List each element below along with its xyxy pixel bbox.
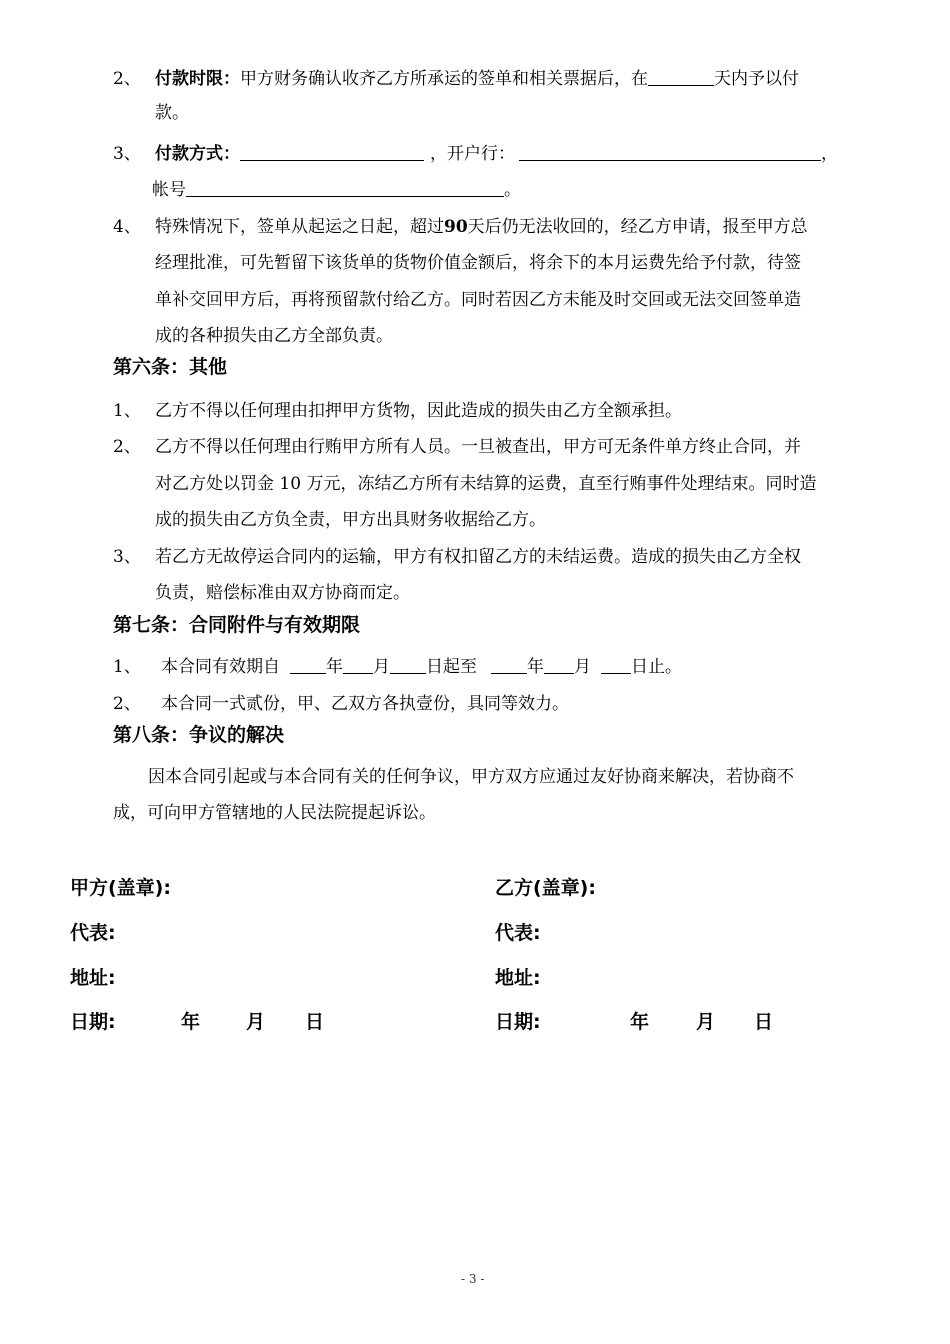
party-b-day: 日 xyxy=(754,1011,774,1033)
bank-comma: ， xyxy=(821,144,838,164)
end-day-blank[interactable] xyxy=(601,657,631,674)
item-7-2-text: 本合同一式贰份，甲、乙双方各执壹份，具同等效力。 xyxy=(161,694,569,714)
start-year-label: 年 xyxy=(326,657,343,677)
item-6-3-line-1: 若乙方无故停运合同内的运输，甲方有权扣留乙方的未结运费。造成的损失由乙方全权 xyxy=(155,547,801,567)
item-5-4-line-1 xyxy=(155,212,808,237)
item-7-1-line xyxy=(161,652,682,677)
payment-method-label: 付款方式： xyxy=(155,144,240,164)
item-6-1-text: 乙方不得以任何理由扣押甲方货物，因此造成的损失由乙方全额承担。 xyxy=(155,401,682,421)
account-blank[interactable] xyxy=(186,180,504,197)
item-5-3-number: 3、 xyxy=(113,144,141,164)
party-b-year: 年 xyxy=(630,1011,650,1033)
item-5-4-days: 90 xyxy=(444,217,468,237)
item-5-4-text-b: 天后仍无法收回的，经乙方申请，报至甲方总 xyxy=(467,217,808,237)
dispute-line-1: 因本合同引起或与本合同有关的任何争议，甲方双方应通过友好协商来解决，若协商不 xyxy=(148,767,794,787)
item-5-4-line-4: 成的各种损失由乙方全部负责。 xyxy=(155,326,393,346)
item-6-2-line-3: 成的损失由乙方负全责，甲方出具财务收据给乙方。 xyxy=(155,510,546,530)
bank-label: ，开户行： xyxy=(430,144,515,164)
party-a-year: 年 xyxy=(181,1011,201,1033)
end-year-label: 年 xyxy=(527,657,544,677)
item-6-2-number: 2、 xyxy=(113,437,141,457)
party-a-month: 月 xyxy=(246,1011,266,1033)
end-month-label: 月 xyxy=(574,657,591,677)
party-b-rep-label: 代表: xyxy=(495,922,541,944)
page-number: - 3 - xyxy=(461,1272,485,1286)
item-5-3-line-1 xyxy=(155,139,838,164)
days-blank[interactable] xyxy=(648,69,714,86)
party-a-rep-label: 代表: xyxy=(70,922,116,944)
end-year-blank[interactable] xyxy=(491,657,527,674)
section-7-title: 第七条：合同附件与有效期限 xyxy=(113,614,361,636)
start-day-blank[interactable] xyxy=(390,657,426,674)
validity-text: 本合同有效期自 xyxy=(161,657,280,677)
item-5-4-text-a: 特殊情况下，签单从起运之日起，超过 xyxy=(155,217,444,237)
party-a-seal-label: 甲方(盖章): xyxy=(70,877,171,899)
payment-term-label: 付款时限： xyxy=(155,69,240,89)
start-month-blank[interactable] xyxy=(343,657,373,674)
payment-term-text-a: 甲方财务确认收齐乙方所承运的签单和相关票据后，在 xyxy=(240,69,648,89)
start-day-label: 日起至 xyxy=(426,657,477,677)
start-month-label: 月 xyxy=(373,657,390,677)
item-6-2-line-1: 乙方不得以任何理由行贿甲方所有人员。一旦被查出，甲方可无条件单方终止合同，并 xyxy=(155,437,801,457)
item-6-2-line-2: 对乙方处以罚金 10 万元，冻结乙方所有未结算的运费，直至行贿事件处理结束。同时造 xyxy=(155,474,817,494)
item-7-1-number: 1、 xyxy=(113,657,141,677)
party-a-address-label: 地址: xyxy=(70,967,116,989)
bank-blank[interactable] xyxy=(519,144,821,161)
item-6-1-number: 1、 xyxy=(113,401,141,421)
item-6-3-line-2: 负责，赔偿标准由双方协商而定。 xyxy=(155,583,410,603)
section-8-title: 第八条：争议的解决 xyxy=(113,724,285,746)
item-7-2-number: 2、 xyxy=(113,694,141,714)
item-5-2-line-2: 款。 xyxy=(155,103,189,123)
item-6-3-number: 3、 xyxy=(113,547,141,567)
party-b-month: 月 xyxy=(696,1011,716,1033)
party-b-address-label: 地址: xyxy=(495,967,541,989)
item-5-4-line-2: 经理批准，可先暂留下该货单的货物价值金额后，将余下的本月运费先给予付款，待签 xyxy=(155,253,801,273)
party-a-day: 日 xyxy=(305,1011,325,1033)
party-a-date-label: 日期: xyxy=(70,1011,116,1033)
payment-term-text-b: 天内予以付 xyxy=(714,69,799,89)
party-b-seal-label: 乙方(盖章): xyxy=(495,877,596,899)
item-5-3-line-2 xyxy=(152,175,521,200)
item-5-2-line-1 xyxy=(155,64,799,89)
section-6-title: 第六条：其他 xyxy=(113,356,228,378)
start-year-blank[interactable] xyxy=(290,657,326,674)
payment-method-blank[interactable] xyxy=(240,144,424,161)
item-5-4-number: 4、 xyxy=(113,217,141,237)
item-5-2-number: 2、 xyxy=(113,69,141,89)
dispute-line-2: 成，可向甲方管辖地的人民法院提起诉讼。 xyxy=(113,803,436,823)
party-b-date-label: 日期: xyxy=(495,1011,541,1033)
account-end: 。 xyxy=(504,180,521,200)
end-month-blank[interactable] xyxy=(544,657,574,674)
end-day-label: 日止。 xyxy=(631,657,682,677)
account-label: 帐号 xyxy=(152,180,186,200)
item-5-4-line-3: 单补交回甲方后，再将预留款付给乙方。同时若因乙方未能及时交回或无法交回签单造 xyxy=(155,290,801,310)
